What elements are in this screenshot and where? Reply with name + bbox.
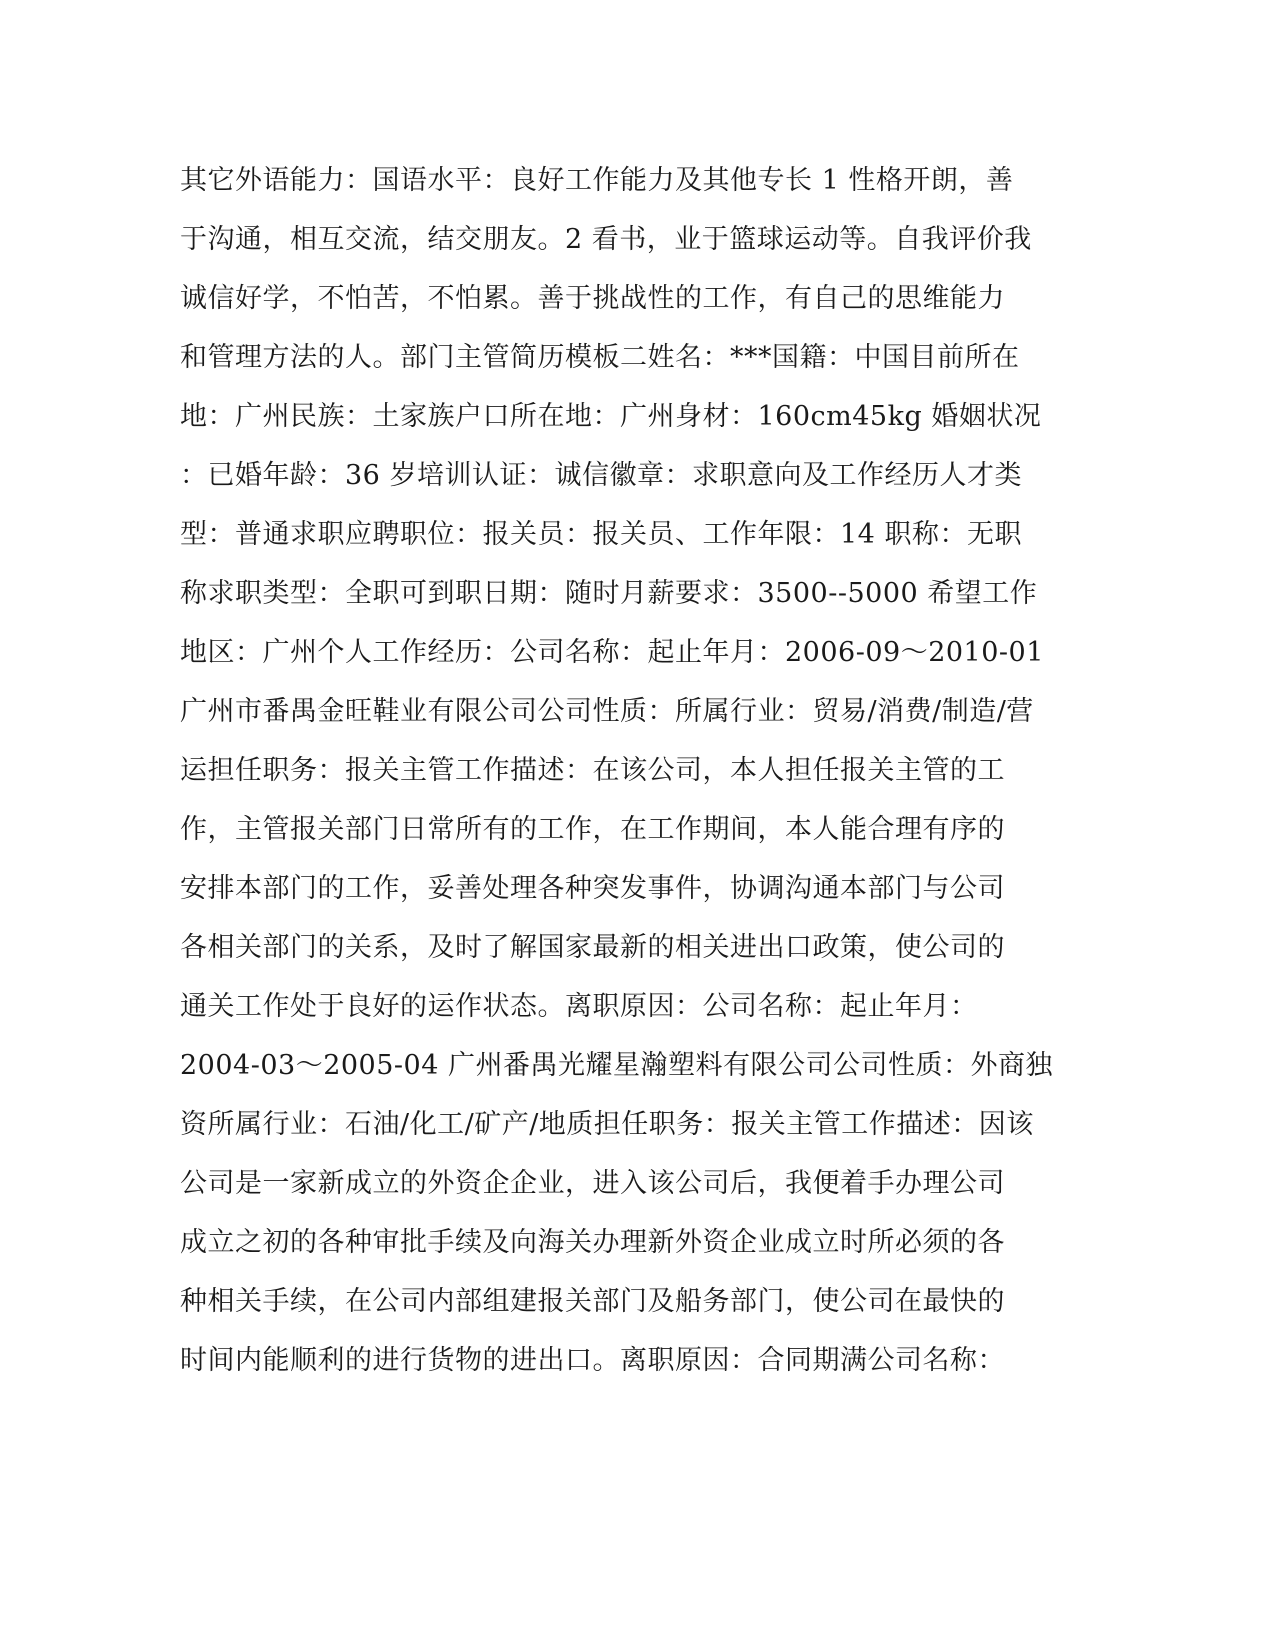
text-line: 成立之初的各种审批手续及向海关办理新外资企业成立时所必须的各 — [180, 1227, 1005, 1258]
text-line: 资所属行业：石油/化工/矿产/地质担任职务：报关主管工作描述：因该 — [180, 1109, 1034, 1140]
text-line: 通关工作处于良好的运作状态。离职原因：公司名称：起止年月： — [180, 991, 978, 1022]
text-line: 和管理方法的人。部门主管简历模板二姓名：***国籍：中国目前所在 — [180, 342, 1020, 373]
text-line: 其它外语能力：国语水平：良好工作能力及其他专长 1 性格开朗，善 — [180, 165, 1014, 196]
text-line: 安排本部门的工作，妥善处理各种突发事件，协调沟通本部门与公司 — [180, 873, 1005, 904]
resume-body-text — [180, 156, 1060, 1395]
text-line: 诚信好学，不怕苦，不怕累。善于挑战性的工作，有自己的思维能力 — [180, 283, 1005, 314]
text-line: ：已婚年龄：36 岁培训认证：诚信徽章：求职意向及工作经历人才类 — [180, 460, 1022, 491]
text-line: 型：普通求职应聘职位：报关员：报关员、工作年限：14 职称：无职 — [180, 519, 1022, 550]
text-line: 2004-03～2005-04 广州番禺光耀星瀚塑料有限公司公司性质：外商独 — [180, 1050, 1053, 1081]
text-line: 时间内能顺利的进行货物的进出口。离职原因：合同期满公司名称： — [180, 1345, 1005, 1376]
text-line: 地：广州民族：土家族户口所在地：广州身材：160cm45kg 婚姻状况 — [180, 401, 1042, 432]
text-line: 公司是一家新成立的外资企企业，进入该公司后，我便着手办理公司 — [180, 1168, 1005, 1199]
text-line: 称求职类型：全职可到职日期：随时月薪要求：3500--5000 希望工作 — [180, 578, 1038, 609]
text-line: 广州市番禺金旺鞋业有限公司公司性质：所属行业：贸易/消费/制造/营 — [180, 696, 1034, 727]
text-line: 作，主管报关部门日常所有的工作，在工作期间，本人能合理有序的 — [180, 814, 1005, 845]
text-line: 于沟通，相互交流，结交朋友。2 看书，业于篮球运动等。自我评价我 — [180, 224, 1032, 255]
text-line: 种相关手续，在公司内部组建报关部门及船务部门，使公司在最快的 — [180, 1286, 1005, 1317]
text-line: 运担任职务：报关主管工作描述：在该公司，本人担任报关主管的工 — [180, 755, 1005, 786]
text-line: 各相关部门的关系，及时了解国家最新的相关进出口政策，使公司的 — [180, 932, 1005, 963]
text-line: 地区：广州个人工作经历：公司名称：起止年月：2006-09～2010-01 — [180, 637, 1044, 668]
